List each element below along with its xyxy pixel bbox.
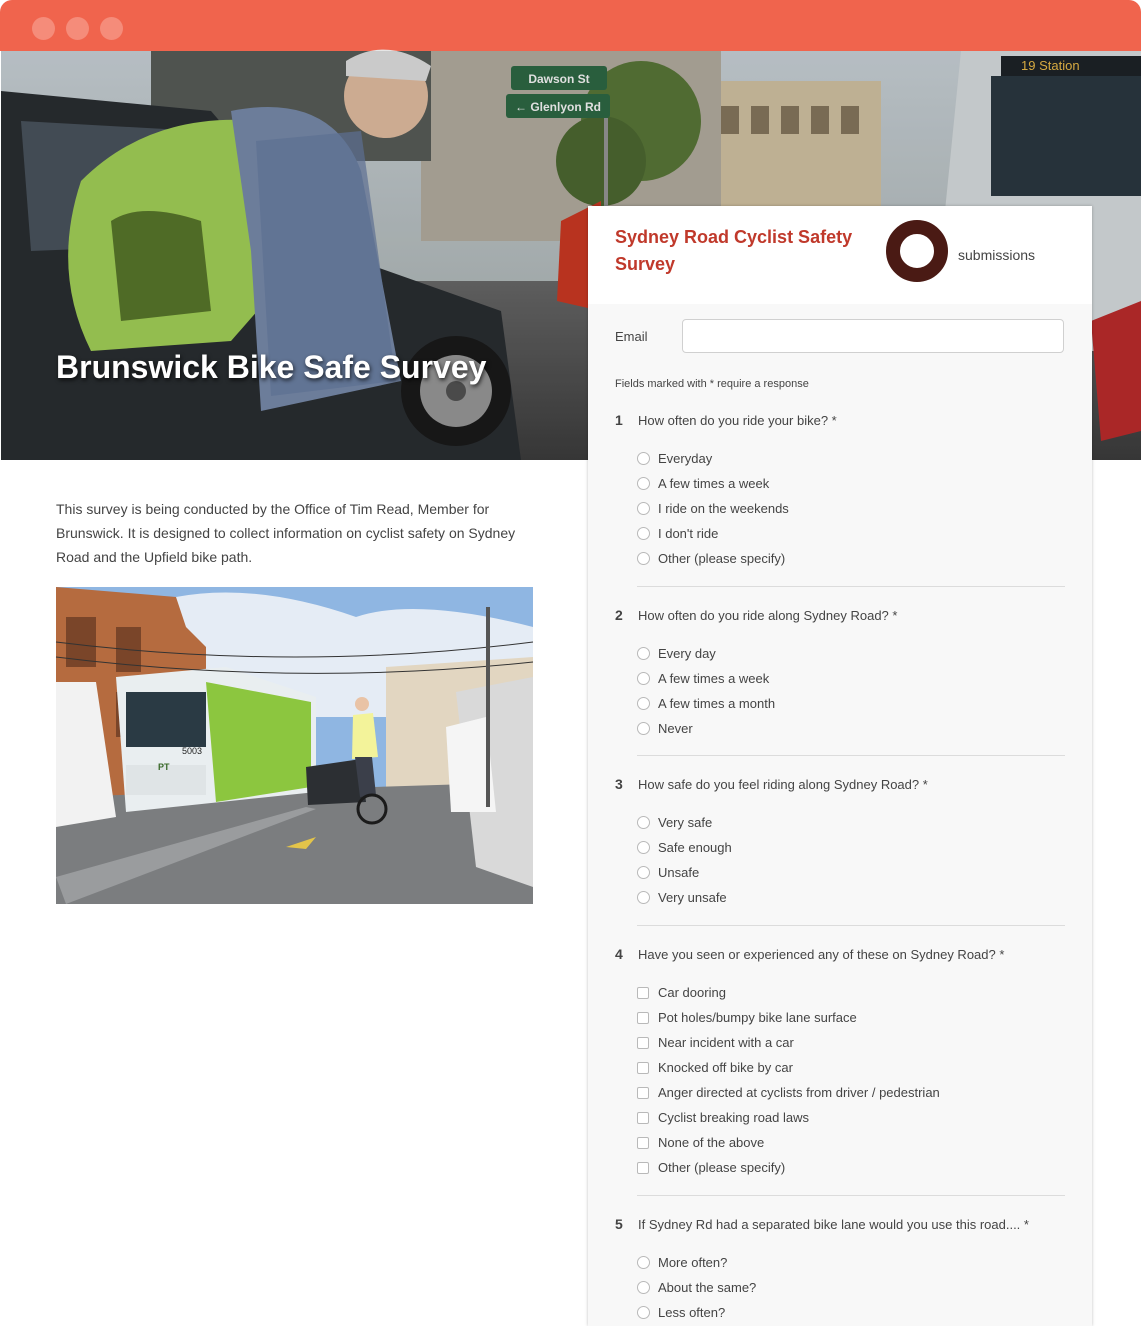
checkbox-option[interactable] (637, 1005, 940, 1030)
checkbox-option[interactable] (637, 1105, 940, 1130)
minimize-window-button[interactable] (66, 17, 89, 40)
option-label: Very safe (658, 815, 713, 830)
radio-option[interactable] (637, 885, 732, 910)
option-list (637, 1250, 756, 1325)
option-label: About the same? (658, 1280, 757, 1295)
radio-button[interactable] (637, 697, 650, 710)
option-label: Everyday (658, 451, 713, 466)
required-note: Fields marked with * require a response (615, 378, 809, 390)
radio-option[interactable] (637, 471, 789, 496)
intro-paragraph: This survey is being conducted by the Office of Tim Read, Member for Brunswick. It is designed to collect information on cyclist safety on Sydney Road and the Upfield bike path. (56, 501, 516, 565)
option-label: Less often? (658, 1305, 726, 1320)
radio-option[interactable] (637, 1275, 756, 1300)
checkbox-option[interactable] (637, 1030, 940, 1055)
radio-button[interactable] (637, 722, 650, 735)
radio-button[interactable] (637, 527, 650, 540)
option-list (637, 641, 775, 741)
radio-button[interactable] (637, 452, 650, 465)
checkbox[interactable] (637, 1062, 649, 1074)
email-label: Email (615, 329, 648, 344)
street-sign-top: Dawson St (528, 72, 590, 86)
radio-option[interactable] (637, 860, 732, 885)
option-label: Safe enough (658, 840, 732, 855)
radio-option[interactable] (637, 521, 789, 546)
option-label: Very unsafe (658, 890, 727, 905)
option-label: Other (please specify) (658, 1160, 786, 1175)
checkbox[interactable] (637, 987, 649, 999)
radio-button[interactable] (637, 647, 650, 660)
tram-logo: PT (158, 762, 170, 772)
question-text: How often do you ride along Sydney Road? * (638, 608, 898, 623)
radio-button[interactable] (637, 672, 650, 685)
option-label: Every day (658, 646, 716, 661)
question-text: Have you seen or experienced any of these on Sydney Road? * (638, 947, 1005, 962)
close-window-button[interactable] (32, 17, 55, 40)
question-text: If Sydney Rd had a separated bike lane would you use this road.... * (638, 1217, 1029, 1232)
radio-button[interactable] (637, 477, 650, 490)
email-field[interactable] (682, 319, 1064, 353)
checkbox-option[interactable] (637, 980, 940, 1005)
option-label: Unsafe (658, 865, 700, 880)
radio-option[interactable] (637, 1250, 756, 1275)
survey-form (588, 206, 1092, 1326)
option-list (637, 446, 789, 571)
radio-option[interactable] (637, 666, 775, 691)
option-label: Anger directed at cyclists from driver / pedestrian (658, 1085, 940, 1100)
question-divider (637, 1195, 1065, 1196)
question-number: 3 (615, 776, 623, 792)
tram-number: 5003 (182, 746, 203, 756)
radio-option[interactable] (637, 835, 732, 860)
option-label: I ride on the weekends (658, 501, 789, 516)
option-label: Knocked off bike by car (658, 1060, 793, 1075)
radio-option[interactable] (637, 546, 789, 571)
option-label: More often? (658, 1255, 728, 1270)
radio-option[interactable] (637, 691, 775, 716)
option-label: Never (658, 721, 693, 736)
submissions-ring-icon (886, 220, 948, 282)
checkbox[interactable] (637, 1112, 649, 1124)
checkbox[interactable] (637, 1087, 649, 1099)
question-number: 4 (615, 946, 623, 962)
option-label: A few times a month (658, 696, 776, 711)
window-titlebar (0, 0, 1141, 51)
option-label: Other (please specify) (658, 551, 786, 566)
question-divider (637, 586, 1065, 587)
radio-option[interactable] (637, 716, 775, 741)
checkbox[interactable] (637, 1037, 649, 1049)
radio-button[interactable] (637, 1256, 650, 1269)
radio-option[interactable] (637, 810, 732, 835)
hero-title: Brunswick Bike Safe Survey (56, 349, 487, 385)
checkbox-option[interactable] (637, 1080, 940, 1105)
submissions-label: submissions (958, 247, 1036, 263)
tram-destination-display: 19 Station (1021, 58, 1080, 73)
option-label: Car dooring (658, 985, 726, 1000)
radio-button[interactable] (637, 866, 650, 879)
option-list (637, 980, 940, 1180)
tram-street-photo (56, 587, 533, 904)
radio-button[interactable] (637, 841, 650, 854)
checkbox[interactable] (637, 1137, 649, 1149)
checkbox-option[interactable] (637, 1055, 940, 1080)
question-number: 1 (615, 412, 623, 428)
option-label: Cyclist breaking road laws (658, 1110, 810, 1125)
radio-option[interactable] (637, 446, 789, 471)
question-divider (637, 755, 1065, 756)
option-label: I don't ride (658, 526, 719, 541)
question-text: How safe do you feel riding along Sydney Road? * (638, 777, 928, 792)
question-text: How often do you ride your bike? * (638, 413, 837, 428)
option-label: Pot holes/bumpy bike lane surface (658, 1010, 857, 1025)
checkbox[interactable] (637, 1162, 649, 1174)
option-list (637, 810, 732, 910)
radio-option[interactable] (637, 641, 775, 666)
maximize-window-button[interactable] (100, 17, 123, 40)
radio-button[interactable] (637, 1281, 650, 1294)
radio-button[interactable] (637, 816, 650, 829)
form-title: Sydney Road Cyclist Safety Survey (615, 227, 853, 274)
question-number: 2 (615, 607, 623, 623)
sydney-road-photo (56, 587, 533, 904)
checkbox-option[interactable] (637, 1130, 940, 1155)
street-sign-bottom: ← Glenlyon Rd (514, 100, 602, 114)
radio-button[interactable] (637, 502, 650, 515)
radio-button[interactable] (637, 552, 650, 565)
option-label: Near incident with a car (658, 1035, 794, 1050)
checkbox[interactable] (637, 1012, 649, 1024)
radio-button[interactable] (637, 1306, 650, 1319)
form-header (588, 206, 1092, 304)
question-number: 5 (615, 1216, 623, 1232)
radio-button[interactable] (637, 891, 650, 904)
option-label: A few times a week (658, 476, 770, 491)
option-label: None of the above (658, 1135, 765, 1150)
radio-option[interactable] (637, 496, 789, 521)
question-divider (637, 925, 1065, 926)
option-label: A few times a week (658, 671, 770, 686)
radio-option[interactable] (637, 1300, 756, 1325)
checkbox-option[interactable] (637, 1155, 940, 1180)
